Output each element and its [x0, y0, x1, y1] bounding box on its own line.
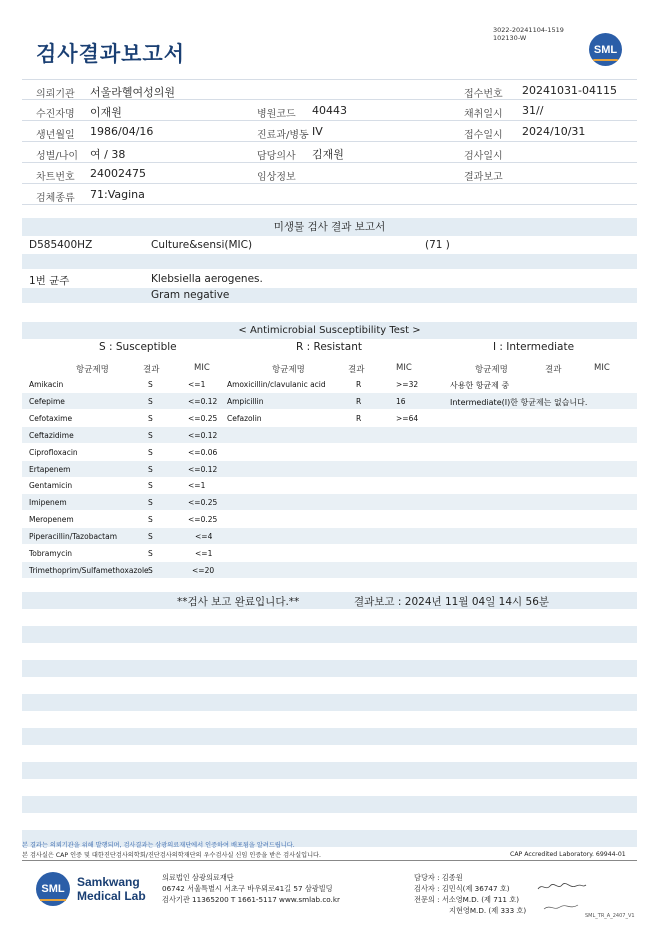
- empty-row: [22, 694, 637, 711]
- col-header-mic: MIC: [194, 363, 210, 373]
- empty-row: [22, 779, 637, 796]
- empty-row: [22, 626, 637, 643]
- ast-row: [22, 477, 637, 493]
- result-value: S: [148, 549, 153, 558]
- ast-row: [22, 376, 637, 392]
- mic-value: >=64: [396, 414, 419, 423]
- empty-row: [22, 813, 637, 830]
- ast-row: [22, 427, 637, 443]
- drug-name: Imipenem: [29, 498, 67, 507]
- blank-band: [22, 254, 637, 269]
- result-value: S: [148, 481, 153, 490]
- intermediate-note: 사용한 항균제 중: [450, 381, 510, 390]
- test-row: D585400HZ Culture&sensi(MIC) (71 ): [29, 239, 450, 251]
- mic-value: <=0.12: [188, 431, 218, 440]
- lab-address: 의료법인 삼광의료재단 06742 서울특별시 서초구 바우뫼로41길 57 삼광빌딩 검사기관 11365200 T 1661-5117 www.smlab.co.kr: [162, 873, 340, 904]
- ast-row: [22, 461, 637, 477]
- gram-row: Gram negative: [22, 288, 637, 303]
- empty-row: [22, 762, 637, 779]
- drug-name: Gentamicin: [29, 481, 73, 490]
- result-value: S: [148, 515, 153, 524]
- legend-resistant: R : Resistant: [296, 341, 362, 353]
- sml-logo: SML: [36, 872, 70, 906]
- drug-name: Meropenem: [29, 515, 74, 524]
- organism-row: 1번 균주 Klebsiella aerogenes.: [29, 273, 263, 287]
- empty-row: [22, 643, 637, 660]
- footer-notice: 본 결과는 의뢰기관을 위해 발행되며, 검사결과는 삼광의료재단에서 인증하여 배포됨을 알려드립니다.: [22, 842, 295, 849]
- mic-value: <=1: [188, 481, 206, 490]
- signature: [536, 881, 588, 893]
- info-row: 수진자명 이재원 병원코드 40443 채취일시 31//: [22, 100, 637, 121]
- signature: [542, 902, 582, 912]
- mic-value: <=1: [188, 380, 206, 389]
- result-value: S: [148, 498, 153, 507]
- ast-title: < Antimicrobial Susceptibility Test >: [22, 322, 637, 339]
- staff-list: 담당자 : 김종원 검사자 : 김민식(제 36747 호) 전문의 : 서소영M.D. (제 711 호) 지현영M.D. (제 333 호): [414, 873, 527, 915]
- empty-row: [22, 728, 637, 745]
- empty-row: [22, 796, 637, 813]
- info-row: 검체종류 71:Vagina: [22, 184, 637, 205]
- drug-name: Cefepime: [29, 397, 65, 406]
- empty-row: [22, 660, 637, 677]
- col-header-result: 결과: [545, 365, 562, 375]
- ast-row: [22, 511, 637, 527]
- page-title: 검사결과보고서: [36, 42, 186, 66]
- empty-row: [22, 745, 637, 762]
- intermediate-note: Intermediate(I)한 항균제는 없습니다.: [450, 398, 588, 407]
- result-value: R: [356, 397, 362, 406]
- legend-susceptible: S : Susceptible: [99, 341, 177, 353]
- ast-row: [22, 494, 637, 510]
- result-value: S: [148, 532, 153, 541]
- result-value: S: [148, 566, 153, 575]
- cap-accreditation: CAP Accredited Laboratory. 69944-01: [510, 851, 626, 858]
- result-value: S: [148, 414, 153, 423]
- footer-notice: 본 검사실은 CAP 인증 및 대한진단검사의학회/진단검사의학재단의 우수검사실 신임 인증을 받은 검사실입니다.: [22, 852, 321, 859]
- completion-row: **검사 보고 완료입니다.** 결과보고 : 2024년 11월 04일 14시 56분: [22, 592, 637, 609]
- mic-value: 16: [396, 397, 406, 406]
- drug-name: Amoxicillin/clavulanic acid: [227, 380, 326, 389]
- empty-row: [22, 711, 637, 728]
- mic-value: <=0.25: [188, 515, 218, 524]
- result-value: S: [148, 465, 153, 474]
- patient-info-table: [22, 79, 637, 205]
- drug-name: Ertapenem: [29, 465, 71, 474]
- drug-name: Cefazolin: [227, 414, 262, 423]
- info-row: 성별/나이 여 / 38 담당의사 김재원 검사일시: [22, 142, 637, 163]
- col-header-result: 결과: [348, 365, 365, 375]
- result-value: R: [356, 380, 362, 389]
- footer-divider: [22, 860, 637, 861]
- drug-name: Ampicillin: [227, 397, 264, 406]
- mic-value: <=20: [192, 566, 215, 575]
- result-value: S: [148, 431, 153, 440]
- drug-name: Cefotaxime: [29, 414, 73, 423]
- ast-row: [22, 444, 637, 460]
- mic-value: >=32: [396, 380, 419, 389]
- mic-value: <=4: [195, 532, 213, 541]
- form-number: SML_TR_A_2407_V1: [585, 913, 635, 919]
- mic-value: <=0.12: [188, 465, 218, 474]
- drug-name: Amikacin: [29, 380, 64, 389]
- col-header-mic: MIC: [396, 363, 412, 373]
- mic-value: <=0.25: [188, 498, 218, 507]
- mic-value: <=0.12: [188, 397, 218, 406]
- document-number: 3022-20241104-1519 102130-W: [493, 26, 564, 42]
- drug-name: Piperacillin/Tazobactam: [29, 532, 118, 541]
- legend-intermediate: I : Intermediate: [493, 341, 575, 353]
- result-value: S: [148, 448, 153, 457]
- sml-logo: SML: [589, 33, 622, 66]
- col-header-result: 결과: [143, 365, 160, 375]
- col-header-drug: 항균제명: [475, 365, 508, 375]
- result-value: S: [148, 380, 153, 389]
- mic-value: <=0.25: [188, 414, 218, 423]
- micro-section-title: 미생물 검사 결과 보고서: [22, 218, 637, 236]
- col-header-drug: 항균제명: [272, 365, 305, 375]
- mic-value: <=0.06: [188, 448, 218, 457]
- result-value: R: [356, 414, 362, 423]
- drug-name: Trimethoprim/Sulfamethoxazole: [29, 566, 149, 575]
- drug-name: Ciprofloxacin: [29, 448, 78, 457]
- mic-value: <=1: [195, 549, 213, 558]
- ast-row: [22, 410, 637, 426]
- brand-name: Samkwang Medical Lab: [77, 875, 146, 903]
- result-value: S: [148, 397, 153, 406]
- info-row: 생년월일 1986/04/16 진료과/병동 IV 접수일시 2024/10/31: [22, 121, 637, 142]
- ast-row: [22, 545, 637, 561]
- info-row: 의뢰기관 서울라헬여성의원 접수번호 20241031-04115: [22, 79, 637, 100]
- empty-row: [22, 677, 637, 694]
- col-header-mic: MIC: [594, 363, 610, 373]
- drug-name: Ceftazidime: [29, 431, 74, 440]
- drug-name: Tobramycin: [29, 549, 73, 558]
- col-header-drug: 항균제명: [76, 365, 109, 375]
- info-row: 차트번호 24002475 임상정보 결과보고: [22, 163, 637, 184]
